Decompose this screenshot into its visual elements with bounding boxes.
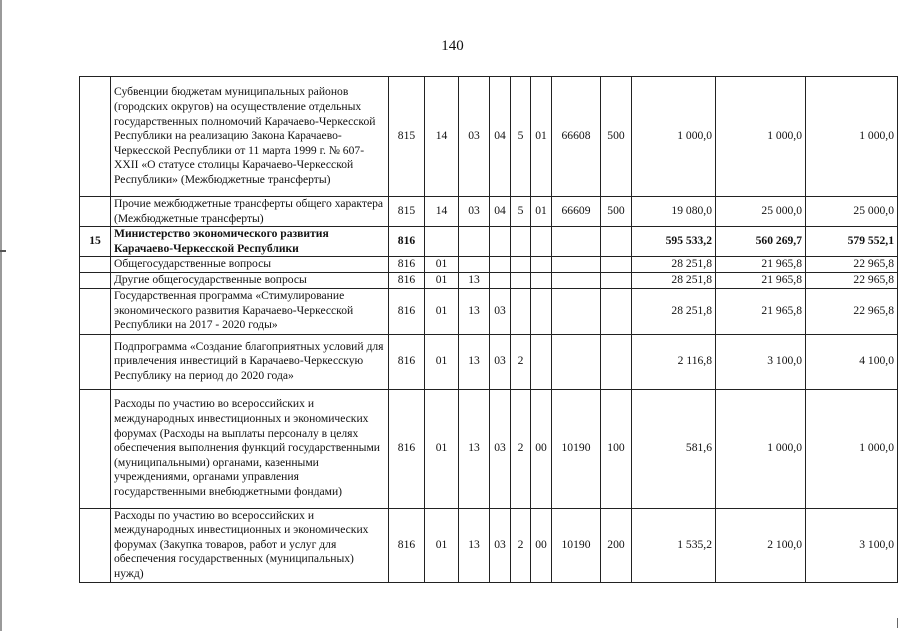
item-name-cell: Расходы по участию во всероссийских и международных инвестиционных и экономических форумах (Расходы на выплаты персоналу в целях обеспечения выполнения функций государственными (муниципальными) органами, казенными учреждениями, органами управления государственными внебюджетными фондами) xyxy=(111,389,389,508)
activity-code-cell: 00 xyxy=(531,508,552,582)
amount-year-1-cell: 1 000,0 xyxy=(632,77,716,197)
section-code-cell: 01 xyxy=(425,257,459,273)
amount-year-3-cell: 22 965,8 xyxy=(806,288,898,334)
row-number-cell xyxy=(80,257,111,273)
amount-year-2-cell: 2 100,0 xyxy=(716,508,806,582)
amount-year-2-cell: 21 965,8 xyxy=(716,288,806,334)
direction-code-cell: 10190 xyxy=(552,389,601,508)
amount-year-2-cell: 560 269,7 xyxy=(716,227,806,257)
amount-year-3-cell: 22 965,8 xyxy=(806,257,898,273)
item-name-cell: Прочие межбюджетные трансферты общего характера (Межбюджетные трансферты) xyxy=(111,197,389,227)
activity-code-cell: 00 xyxy=(531,389,552,508)
expense-type-code-cell xyxy=(601,257,632,273)
expense-type-code-cell xyxy=(601,334,632,389)
program-code-cell xyxy=(490,227,511,257)
subprogram-code-cell: 2 xyxy=(511,334,531,389)
direction-code-cell xyxy=(552,227,601,257)
direction-code-cell: 66609 xyxy=(552,197,601,227)
row-number-cell xyxy=(80,508,111,582)
amount-year-2-cell: 1 000,0 xyxy=(716,389,806,508)
amount-year-1-cell: 581,6 xyxy=(632,389,716,508)
expense-type-code-cell: 100 xyxy=(601,389,632,508)
table-row xyxy=(80,257,898,273)
item-name-cell: Другие общегосударственные вопросы xyxy=(111,272,389,288)
amount-year-1-cell: 19 080,0 xyxy=(632,197,716,227)
subsection-code-cell: 13 xyxy=(459,334,490,389)
amount-year-1-cell: 2 116,8 xyxy=(632,334,716,389)
table-row xyxy=(80,508,898,582)
table-row xyxy=(80,227,898,257)
expense-type-code-cell xyxy=(601,272,632,288)
subsection-code-cell: 13 xyxy=(459,508,490,582)
amount-year-1-cell: 28 251,8 xyxy=(632,272,716,288)
subprogram-code-cell: 5 xyxy=(511,77,531,197)
table-row xyxy=(80,334,898,389)
expense-type-code-cell xyxy=(601,288,632,334)
activity-code-cell xyxy=(531,272,552,288)
ministry-code-cell: 816 xyxy=(389,272,425,288)
direction-code-cell xyxy=(552,334,601,389)
subprogram-code-cell: 2 xyxy=(511,508,531,582)
section-code-cell: 01 xyxy=(425,389,459,508)
table-row xyxy=(80,288,898,334)
row-number-cell xyxy=(80,272,111,288)
subsection-code-cell: 03 xyxy=(459,197,490,227)
subprogram-code-cell: 2 xyxy=(511,389,531,508)
amount-year-3-cell: 25 000,0 xyxy=(806,197,898,227)
subsection-code-cell: 03 xyxy=(459,77,490,197)
direction-code-cell xyxy=(552,272,601,288)
amount-year-1-cell: 595 533,2 xyxy=(632,227,716,257)
section-code-cell: 01 xyxy=(425,272,459,288)
item-name-cell: Субвенции бюджетам муниципальных районов (городских округов) на осуществление отдельных государственных полномочий Карачаево-Черкесской Республики на реализацию Закона Карачаево-Черкесской Республики от 11 марта 1999 г. № 607-XXII «О статусе столицы Карачаево-Черкесской Республики» (Межбюджетные трансферты) xyxy=(111,77,389,197)
section-code-cell: 14 xyxy=(425,77,459,197)
program-code-cell: 04 xyxy=(490,77,511,197)
ministry-code-cell: 816 xyxy=(389,227,425,257)
subsection-code-cell xyxy=(459,227,490,257)
expense-type-code-cell: 500 xyxy=(601,197,632,227)
program-code-cell: 03 xyxy=(490,334,511,389)
amount-year-2-cell: 25 000,0 xyxy=(716,197,806,227)
page-edge xyxy=(0,0,2,631)
table-row xyxy=(80,77,898,197)
amount-year-1-cell: 28 251,8 xyxy=(632,288,716,334)
direction-code-cell xyxy=(552,288,601,334)
direction-code-cell xyxy=(552,257,601,273)
amount-year-3-cell: 4 100,0 xyxy=(806,334,898,389)
scan-mark xyxy=(897,618,898,628)
activity-code-cell: 01 xyxy=(531,77,552,197)
ministry-code-cell: 816 xyxy=(389,389,425,508)
ministry-code-cell: 816 xyxy=(389,257,425,273)
budget-table xyxy=(79,76,898,583)
subprogram-code-cell xyxy=(511,227,531,257)
ministry-code-cell: 816 xyxy=(389,334,425,389)
subsection-code-cell: 13 xyxy=(459,288,490,334)
program-code-cell: 03 xyxy=(490,508,511,582)
table-row xyxy=(80,389,898,508)
activity-code-cell xyxy=(531,334,552,389)
amount-year-2-cell: 3 100,0 xyxy=(716,334,806,389)
ministry-code-cell: 815 xyxy=(389,77,425,197)
section-code-cell: 01 xyxy=(425,508,459,582)
item-name-cell: Расходы по участию во всероссийских и международных инвестиционных и экономических форумах (Закупка товаров, работ и услуг для обеспечения государственных (муниципальных) нужд) xyxy=(111,508,389,582)
item-name-cell: Государственная программа «Стимулирование экономического развития Карачаево-Черкесской Республики на 2017 - 2020 годы» xyxy=(111,288,389,334)
direction-code-cell: 10190 xyxy=(552,508,601,582)
scan-mark xyxy=(0,250,6,252)
amount-year-2-cell: 1 000,0 xyxy=(716,77,806,197)
amount-year-3-cell: 22 965,8 xyxy=(806,272,898,288)
section-code-cell: 01 xyxy=(425,334,459,389)
amount-year-1-cell: 28 251,8 xyxy=(632,257,716,273)
activity-code-cell xyxy=(531,288,552,334)
subsection-code-cell xyxy=(459,257,490,273)
row-number-cell xyxy=(80,389,111,508)
activity-code-cell xyxy=(531,227,552,257)
activity-code-cell xyxy=(531,257,552,273)
row-number-cell xyxy=(80,77,111,197)
ministry-code-cell: 816 xyxy=(389,288,425,334)
item-name-cell: Общегосударственные вопросы xyxy=(111,257,389,273)
expense-type-code-cell xyxy=(601,227,632,257)
table-row xyxy=(80,272,898,288)
subprogram-code-cell xyxy=(511,288,531,334)
activity-code-cell: 01 xyxy=(531,197,552,227)
amount-year-3-cell: 1 000,0 xyxy=(806,77,898,197)
item-name-cell: Министерство экономического развития Карачаево-Черкесской Республики xyxy=(111,227,389,257)
subprogram-code-cell xyxy=(511,272,531,288)
expense-type-code-cell: 500 xyxy=(601,77,632,197)
subprogram-code-cell xyxy=(511,257,531,273)
ministry-code-cell: 816 xyxy=(389,508,425,582)
row-number-cell xyxy=(80,334,111,389)
program-code-cell: 03 xyxy=(490,288,511,334)
program-code-cell: 03 xyxy=(490,389,511,508)
subsection-code-cell: 13 xyxy=(459,272,490,288)
amount-year-1-cell: 1 535,2 xyxy=(632,508,716,582)
expense-type-code-cell: 200 xyxy=(601,508,632,582)
page-number: 140 xyxy=(441,38,464,54)
row-number-cell xyxy=(80,288,111,334)
subprogram-code-cell: 5 xyxy=(511,197,531,227)
row-number-cell: 15 xyxy=(80,227,111,257)
program-code-cell xyxy=(490,272,511,288)
ministry-code-cell: 815 xyxy=(389,197,425,227)
section-code-cell: 01 xyxy=(425,288,459,334)
program-code-cell: 04 xyxy=(490,197,511,227)
amount-year-3-cell: 1 000,0 xyxy=(806,389,898,508)
table-row xyxy=(80,197,898,227)
section-code-cell xyxy=(425,227,459,257)
subsection-code-cell: 13 xyxy=(459,389,490,508)
item-name-cell: Подпрограмма «Создание благоприятных условий для привлечения инвестиций в Карачаево-Черкесскую Республику на период до 2020 года» xyxy=(111,334,389,389)
program-code-cell xyxy=(490,257,511,273)
section-code-cell: 14 xyxy=(425,197,459,227)
amount-year-2-cell: 21 965,8 xyxy=(716,257,806,273)
amount-year-3-cell: 579 552,1 xyxy=(806,227,898,257)
row-number-cell xyxy=(80,197,111,227)
amount-year-3-cell: 3 100,0 xyxy=(806,508,898,582)
direction-code-cell: 66608 xyxy=(552,77,601,197)
amount-year-2-cell: 21 965,8 xyxy=(716,272,806,288)
